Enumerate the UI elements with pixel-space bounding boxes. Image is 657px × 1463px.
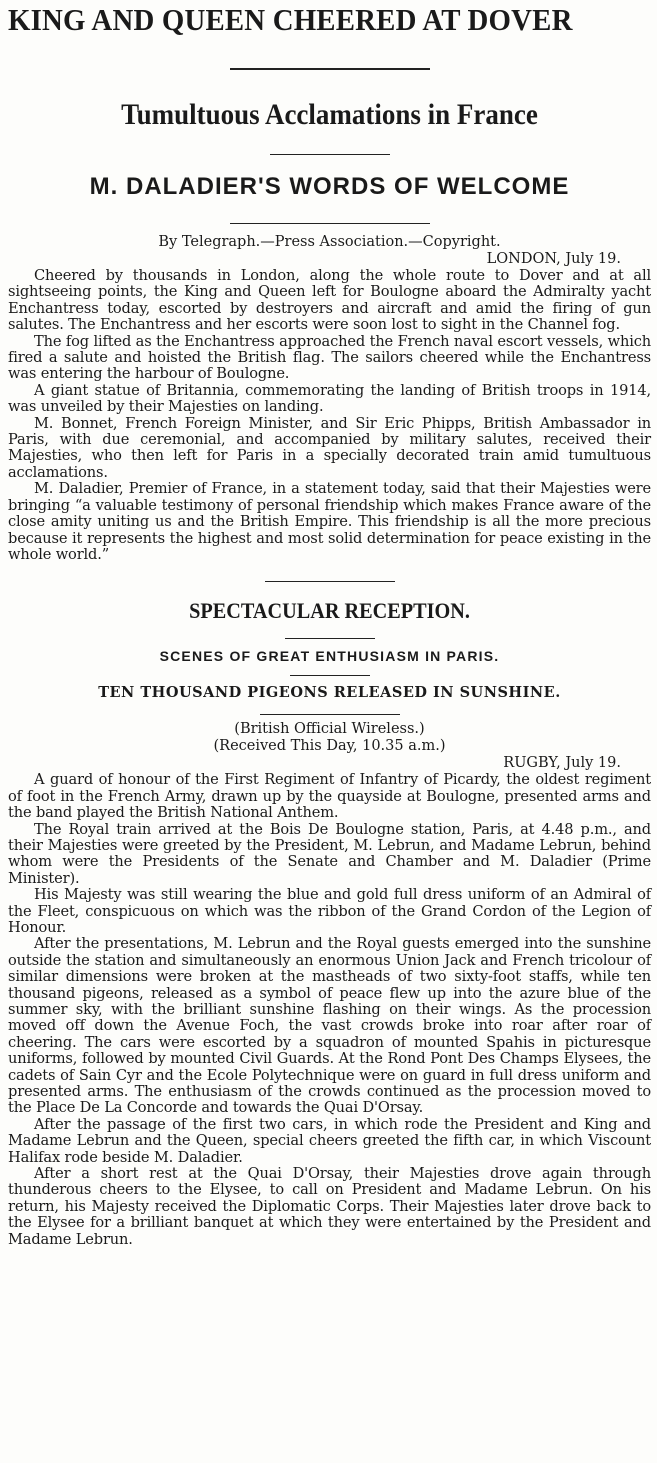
paragraph: After the passage of the first two cars, in which rode the President and King and Madame Lebrun and the Queen, special cheers greeted the fifth car, in which Viscount Halifax rode beside M. Daladier.: [8, 1115, 651, 1166]
byline: By Telegraph.—Press Association.—Copyright.: [158, 234, 501, 250]
headline-rule: [230, 68, 430, 70]
paragraph: After the presentations, M. Lebrun and the Royal guests emerged into the sunshine outside the station and simultaneously an enormous Union Jack and French tricolour of similar dimensions were broken at the mastheads of two sixty-foot staffs, while ten thousand pigeons, released as a symbol of peace flew up into the azure blue of the summer sky, with the brilliant sunshine flashing on their wings. As the procession moved off down the Avenue Foch, the vast crowds broke into roar after roar of cheering. The cars were escorted by a squadron of mounted Spahis in picturesque uniforms, followed by mounted Civil Guards. At the Rond Pont Des Champs Elysees, the cadets of Sain Cyr and the Ecole Polytechnique were on guard in full dress uniform and presented arms. The enthusiasm of the crowds continued as the procession moved to the Place De La Concorde and towards the Quai D'Orsay.: [8, 935, 651, 1117]
wireless-credit: (British Official Wireless.): [234, 721, 425, 738]
subheadline: Tumultuous Acclamations in France: [121, 98, 538, 131]
deck-rule: [230, 223, 430, 224]
section-body: [8, 772, 651, 1248]
dateline-rugby: RUGBY, July 19.: [503, 755, 621, 772]
section-subrule-3: [260, 714, 400, 715]
paragraph: Cheered by thousands in London, along the whole route to Dover and at all sightseeing points, the King and Queen left for Boulogne aboard the Admiralty yacht Enchantress today, escorted by destroyers and aircraft and amid the firing of gun salutes. The Enchantress and her escorts were soon lost to sight in the Channel fog.: [8, 267, 651, 334]
section-subheading-2: TEN THOUSAND PIGEONS RELEASED IN SUNSHINE.: [98, 684, 561, 702]
main-headline: KING AND QUEEN CHEERED AT DOVER: [8, 2, 573, 37]
article-body: [8, 268, 651, 563]
paragraph: The Royal train arrived at the Bois De Boulogne station, Paris, at 4.48 p.m., and their Majesties were greeted by the President, M. Lebrun, and Madame Lebrun, behind whom were the Presidents of the Senate and Chamber and M. Daladier (Prime Minister).: [8, 820, 651, 887]
paragraph: A guard of honour of the First Regiment of Infantry of Picardy, the oldest regiment of foot in the French Army, drawn up by the quayside at Boulogne, presented arms and the band played the British National Anthem.: [8, 771, 651, 822]
paragraph: M. Bonnet, French Foreign Minister, and Sir Eric Phipps, British Ambassador in Paris, with due ceremonial, and accompanied by military salutes, received their Majesties, who then left for Paris in a specially decorated train amid tumultuous acclamations.: [8, 414, 651, 481]
paragraph: M. Daladier, Premier of France, in a statement today, said that their Majesties were bringing “a valuable testimony of personal friendship which makes France aware of the close amity uniting us and the British Empire. This friendship is all the more precious because it represents the highest and most solid determination for peace existing in the whole world.”: [8, 480, 651, 563]
subheadline-rule: [270, 154, 390, 155]
paragraph: His Majesty was still wearing the blue and gold full dress uniform of an Admiral of the Fleet, conspicuous on which was the ribbon of the Grand Cordon of the Legion of Honour.: [8, 886, 651, 936]
section-subrule: [285, 638, 375, 639]
section-subheading: SCENES OF GREAT ENTHUSIASM IN PARIS.: [159, 648, 500, 665]
section-heading: SPECTACULAR RECEPTION.: [189, 598, 470, 624]
section-rule: [265, 581, 395, 582]
dateline-london: LONDON, July 19.: [486, 251, 621, 267]
paragraph: The fog lifted as the Enchantress approached the French naval escort vessels, which fired a salute and hoisted the British flag. The sailors cheered while the Enchantress was entering the harbour of Boulogne.: [8, 332, 651, 383]
section-subrule-2: [290, 675, 370, 676]
deck-headline: M. DALADIER'S WORDS OF WELCOME: [89, 173, 570, 200]
paragraph: After a short rest at the Quai D'Orsay, their Majesties drove again through thunderous cheers to the Elysee, to call on President and Madame Lebrun. On his return, his Majesty received the Diplomatic Corps. Their Majesties later drove back to the Elysee for a brilliant banquet at which they were entertained by the President and Madame Lebrun.: [8, 1165, 651, 1248]
received-time: (Received This Day, 10.35 a.m.): [213, 738, 446, 755]
paragraph: A giant statue of Britannia, commemorating the landing of British troops in 1914, was unveiled by their Majesties on landing.: [8, 381, 651, 416]
